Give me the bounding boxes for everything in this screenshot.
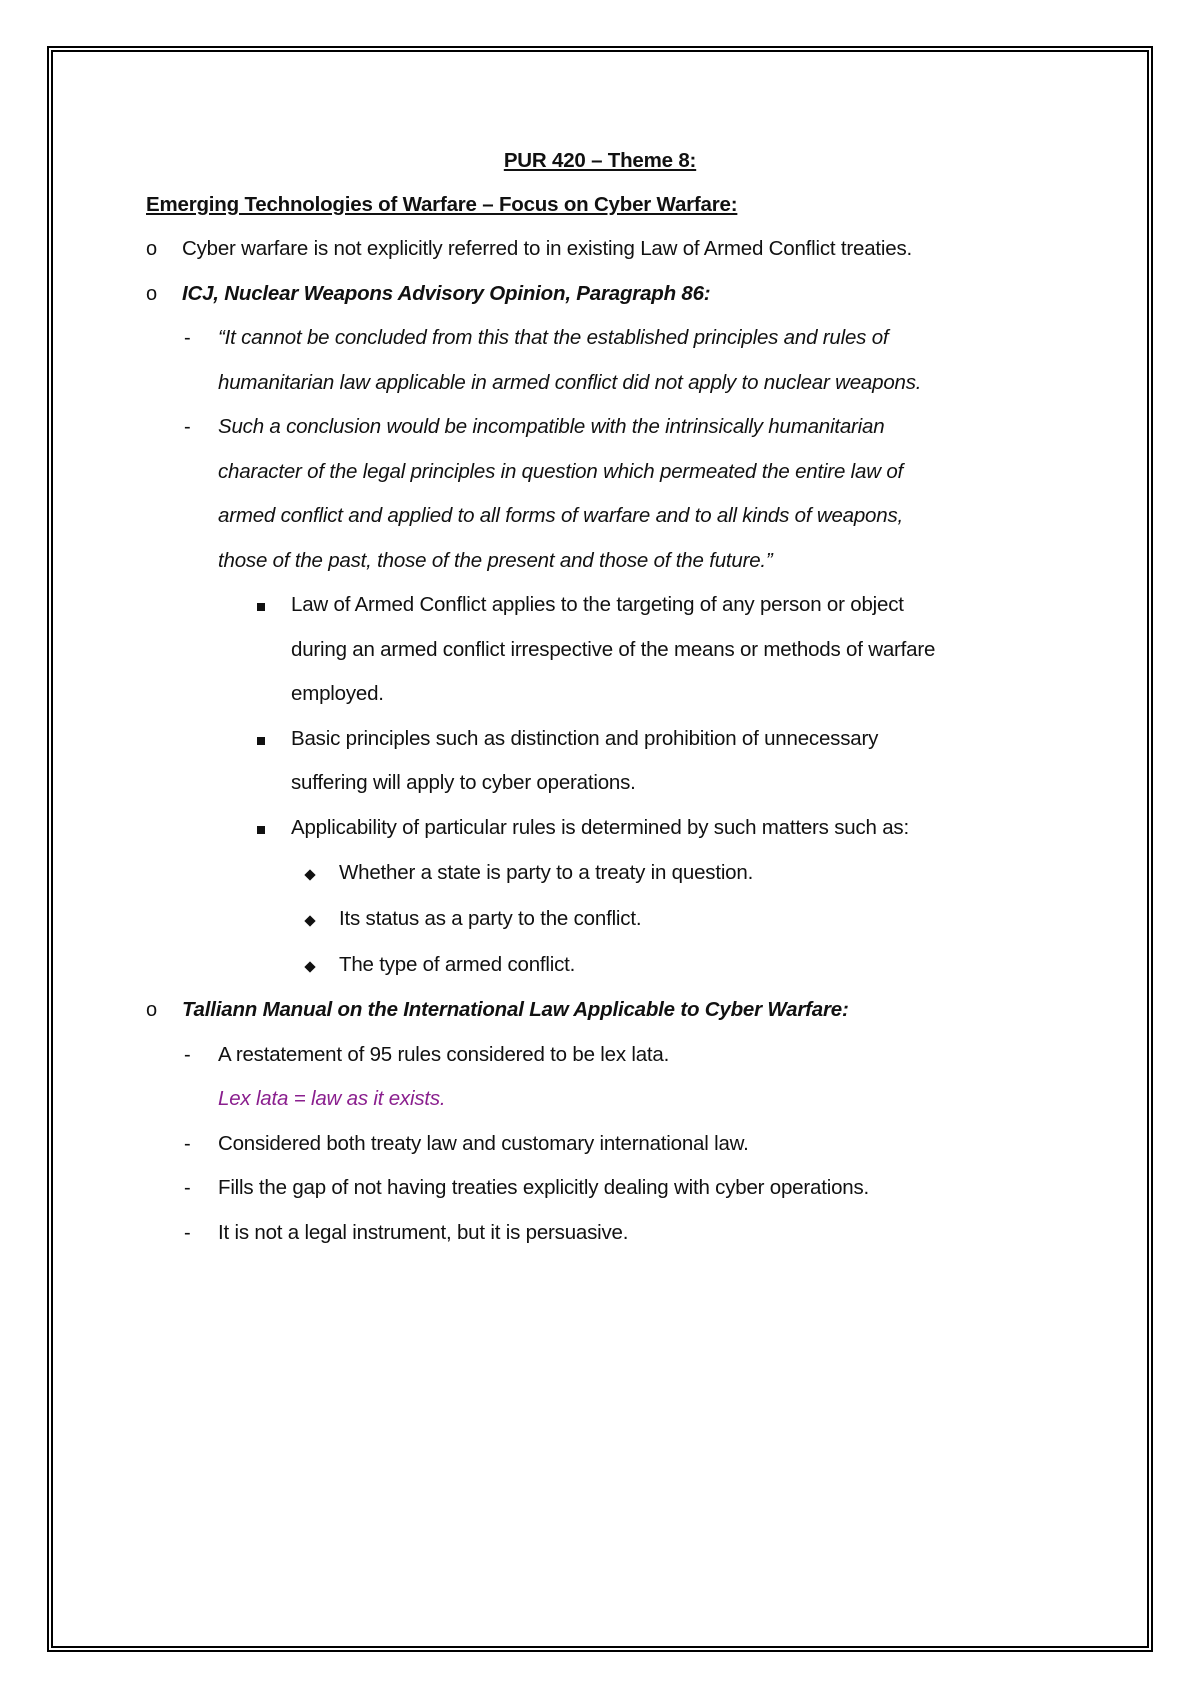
quote-line: armed conflict and applied to all forms of warfare and to all kinds of weapons, (218, 504, 903, 527)
diamond-bullet (306, 906, 314, 932)
dash-bullet: - (184, 1177, 191, 1199)
dash-bullet: - (184, 416, 191, 438)
quote-line: character of the legal principles in question which permeated the entire law of (218, 460, 904, 483)
sub-item-text: employed. (291, 682, 384, 705)
sub-item-text: suffering will apply to cyber operations. (291, 771, 636, 794)
sub-sub-item-text: Whether a state is party to a treaty in question. (339, 861, 754, 884)
square-bullet (257, 815, 265, 841)
sub-sub-item-text: Its status as a party to the conflict. (339, 907, 642, 930)
lex-lata-note: Lex lata = law as it exists. (218, 1087, 446, 1110)
list-item-icj-heading: ICJ, Nuclear Weapons Advisory Opinion, Paragraph 86: (182, 282, 711, 305)
sub-sub-item-text: The type of armed conflict. (339, 953, 576, 976)
dash-bullet: - (184, 1222, 191, 1244)
circle-bullet: o (146, 283, 158, 305)
sub-item-text: Considered both treaty law and customary international law. (218, 1132, 749, 1155)
quote-line: “It cannot be concluded from this that the established principles and rules of (218, 326, 889, 349)
dash-bullet: - (184, 327, 191, 349)
quote-line: humanitarian law applicable in armed conflict did not apply to nuclear weapons. (218, 371, 922, 394)
list-item-tallinn-heading: Talliann Manual on the International Law Applicable to Cyber Warfare: (182, 998, 849, 1021)
dash-bullet: - (184, 1133, 191, 1155)
diamond-bullet (306, 860, 314, 886)
quote-line: Such a conclusion would be incompatible with the intrinsically humanitarian (218, 415, 885, 438)
sub-item-text: during an armed conflict irrespective of the means or methods of warfare (291, 638, 936, 661)
sub-item-text: Fills the gap of not having treaties explicitly dealing with cyber operations. (218, 1176, 870, 1199)
dash-bullet: - (184, 1044, 191, 1066)
circle-bullet: o (146, 999, 158, 1021)
document-title: PUR 420 – Theme 8: (503, 149, 697, 172)
sub-item-text: A restatement of 95 rules considered to be lex lata. (218, 1043, 670, 1066)
square-bullet (257, 726, 265, 752)
circle-bullet: o (146, 238, 158, 260)
sub-item-text: Basic principles such as distinction and prohibition of unnecessary (291, 727, 879, 750)
sub-item-text: Law of Armed Conflict applies to the targeting of any person or object (291, 593, 904, 616)
list-item-cyber-warfare: Cyber warfare is not explicitly referred to in existing Law of Armed Conflict treaties. (182, 237, 913, 260)
square-bullet (257, 592, 265, 618)
sub-item-text: Applicability of particular rules is determined by such matters such as: (291, 816, 909, 839)
diamond-bullet (306, 952, 314, 978)
quote-line: those of the past, those of the present and those of the future.” (218, 549, 773, 572)
sub-item-text: It is not a legal instrument, but it is persuasive. (218, 1221, 629, 1244)
section-heading: Emerging Technologies of Warfare – Focus on Cyber Warfare: (146, 193, 738, 216)
